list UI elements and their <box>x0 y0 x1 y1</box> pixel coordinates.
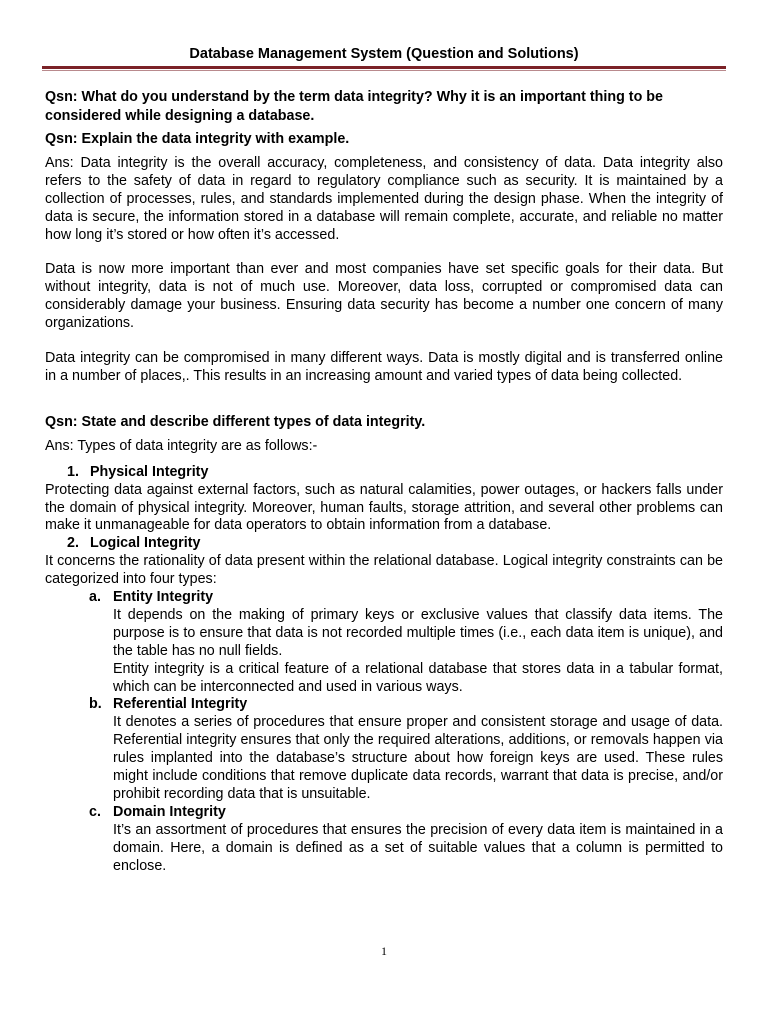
page-header-title: Database Management System (Question and Solutions) <box>189 46 579 62</box>
list-item-title: Logical Integrity <box>90 535 201 552</box>
sublist-item-text: It’s an assortment of procedures that ensures the precision of every data item is maintained in a domain. Here, a domain is defined as a set of suitable values that a column is permitted to enclose. <box>113 821 723 874</box>
list-item-heading <box>67 464 723 482</box>
page-number: 1 <box>381 944 387 958</box>
sublist-item-heading <box>89 804 723 822</box>
sublist-item-title: Domain Integrity <box>113 803 226 820</box>
sublist-item-text: Entity integrity is a critical feature of a relational database that stores data in a tabular format, which can be interconnected and used in various ways. <box>113 660 723 695</box>
answer-1-paragraph-3: Data integrity can be compromised in many different ways. Data is mostly digital and is transferred online in a number of places,. This results in an increasing amount and varied types of data being collected. <box>45 350 723 384</box>
question-1: Qsn: What do you understand by the term data integrity? Why it is an important thing to be considered while designing a database. <box>45 89 663 124</box>
answer-2-intro: Ans: Types of data integrity are as follows:- <box>45 437 318 454</box>
answer-1-paragraph-1: Ans: Data integrity is the overall accuracy, completeness, and consistency of data. Data integrity also refers to the safety of data in regard to regulatory compliance such as security. It is maintained by a collection of processes, rules, and standards implemented during the design phase. When the integrity of data is secure, the information stored in a database will remain complete, accurate, and reliable no matter how long it’s stored or how often it’s accessed. <box>45 154 723 243</box>
answer-1-paragraph-2: Data is now more important than ever and most companies have set specific goals for their data. But without integrity, data is not of much use. Moreover, data loss, corrupted or compromised data can considerably damage your business. Ensuring data security has become a number one concern of many organizations. <box>45 261 723 332</box>
list-item-number: 2. <box>67 535 79 552</box>
sublist-item-text: It depends on the making of primary keys or exclusive values that classify data items. The purpose is to ensure that data is not recorded multiple times (i.e., each data item is unique), and the table has no null fields. <box>113 606 723 659</box>
header-rule-thin <box>42 70 726 71</box>
header-rule <box>42 66 726 69</box>
sublist-item-title: Referential Integrity <box>113 696 248 713</box>
list-item-title: Physical Integrity <box>90 463 209 480</box>
list-item-heading <box>67 535 723 553</box>
list-item-text: It concerns the rationality of data present within the relational database. Logical integrity constraints can be categorized into four types: <box>45 553 723 588</box>
sublist-item-letter: c. <box>89 803 101 820</box>
sublist-item-heading <box>89 589 723 607</box>
question-3: Qsn: State and describe different types of data integrity. <box>45 413 426 430</box>
sublist-item-letter: a. <box>89 589 101 606</box>
list-item-text: Protecting data against external factors, such as natural calamities, power outages, or hackers falls under the domain of physical integrity. Moreover, human faults, storage attrition, and several other problems can make it unmanageable for data operators to obtain information from a database. <box>45 481 723 534</box>
question-2: Qsn: Explain the data integrity with example. <box>45 131 350 147</box>
sublist-item-heading <box>89 696 723 714</box>
document-body <box>45 88 723 876</box>
list-item-number: 1. <box>67 463 79 480</box>
sublist-item-title: Entity Integrity <box>113 589 214 606</box>
sublist-item-letter: b. <box>89 696 102 713</box>
sublist-item-text: It denotes a series of procedures that ensure proper and consistent storage and usage of data. Referential integrity ensures that only the required alterations, additions, or removals happen via rules implanted into the database’s structure about how foreign keys are used. These rules might include conditions that remove duplicate data records, warrant that data is precise, and/or prohibit recording data that is unsuitable. <box>113 714 723 802</box>
